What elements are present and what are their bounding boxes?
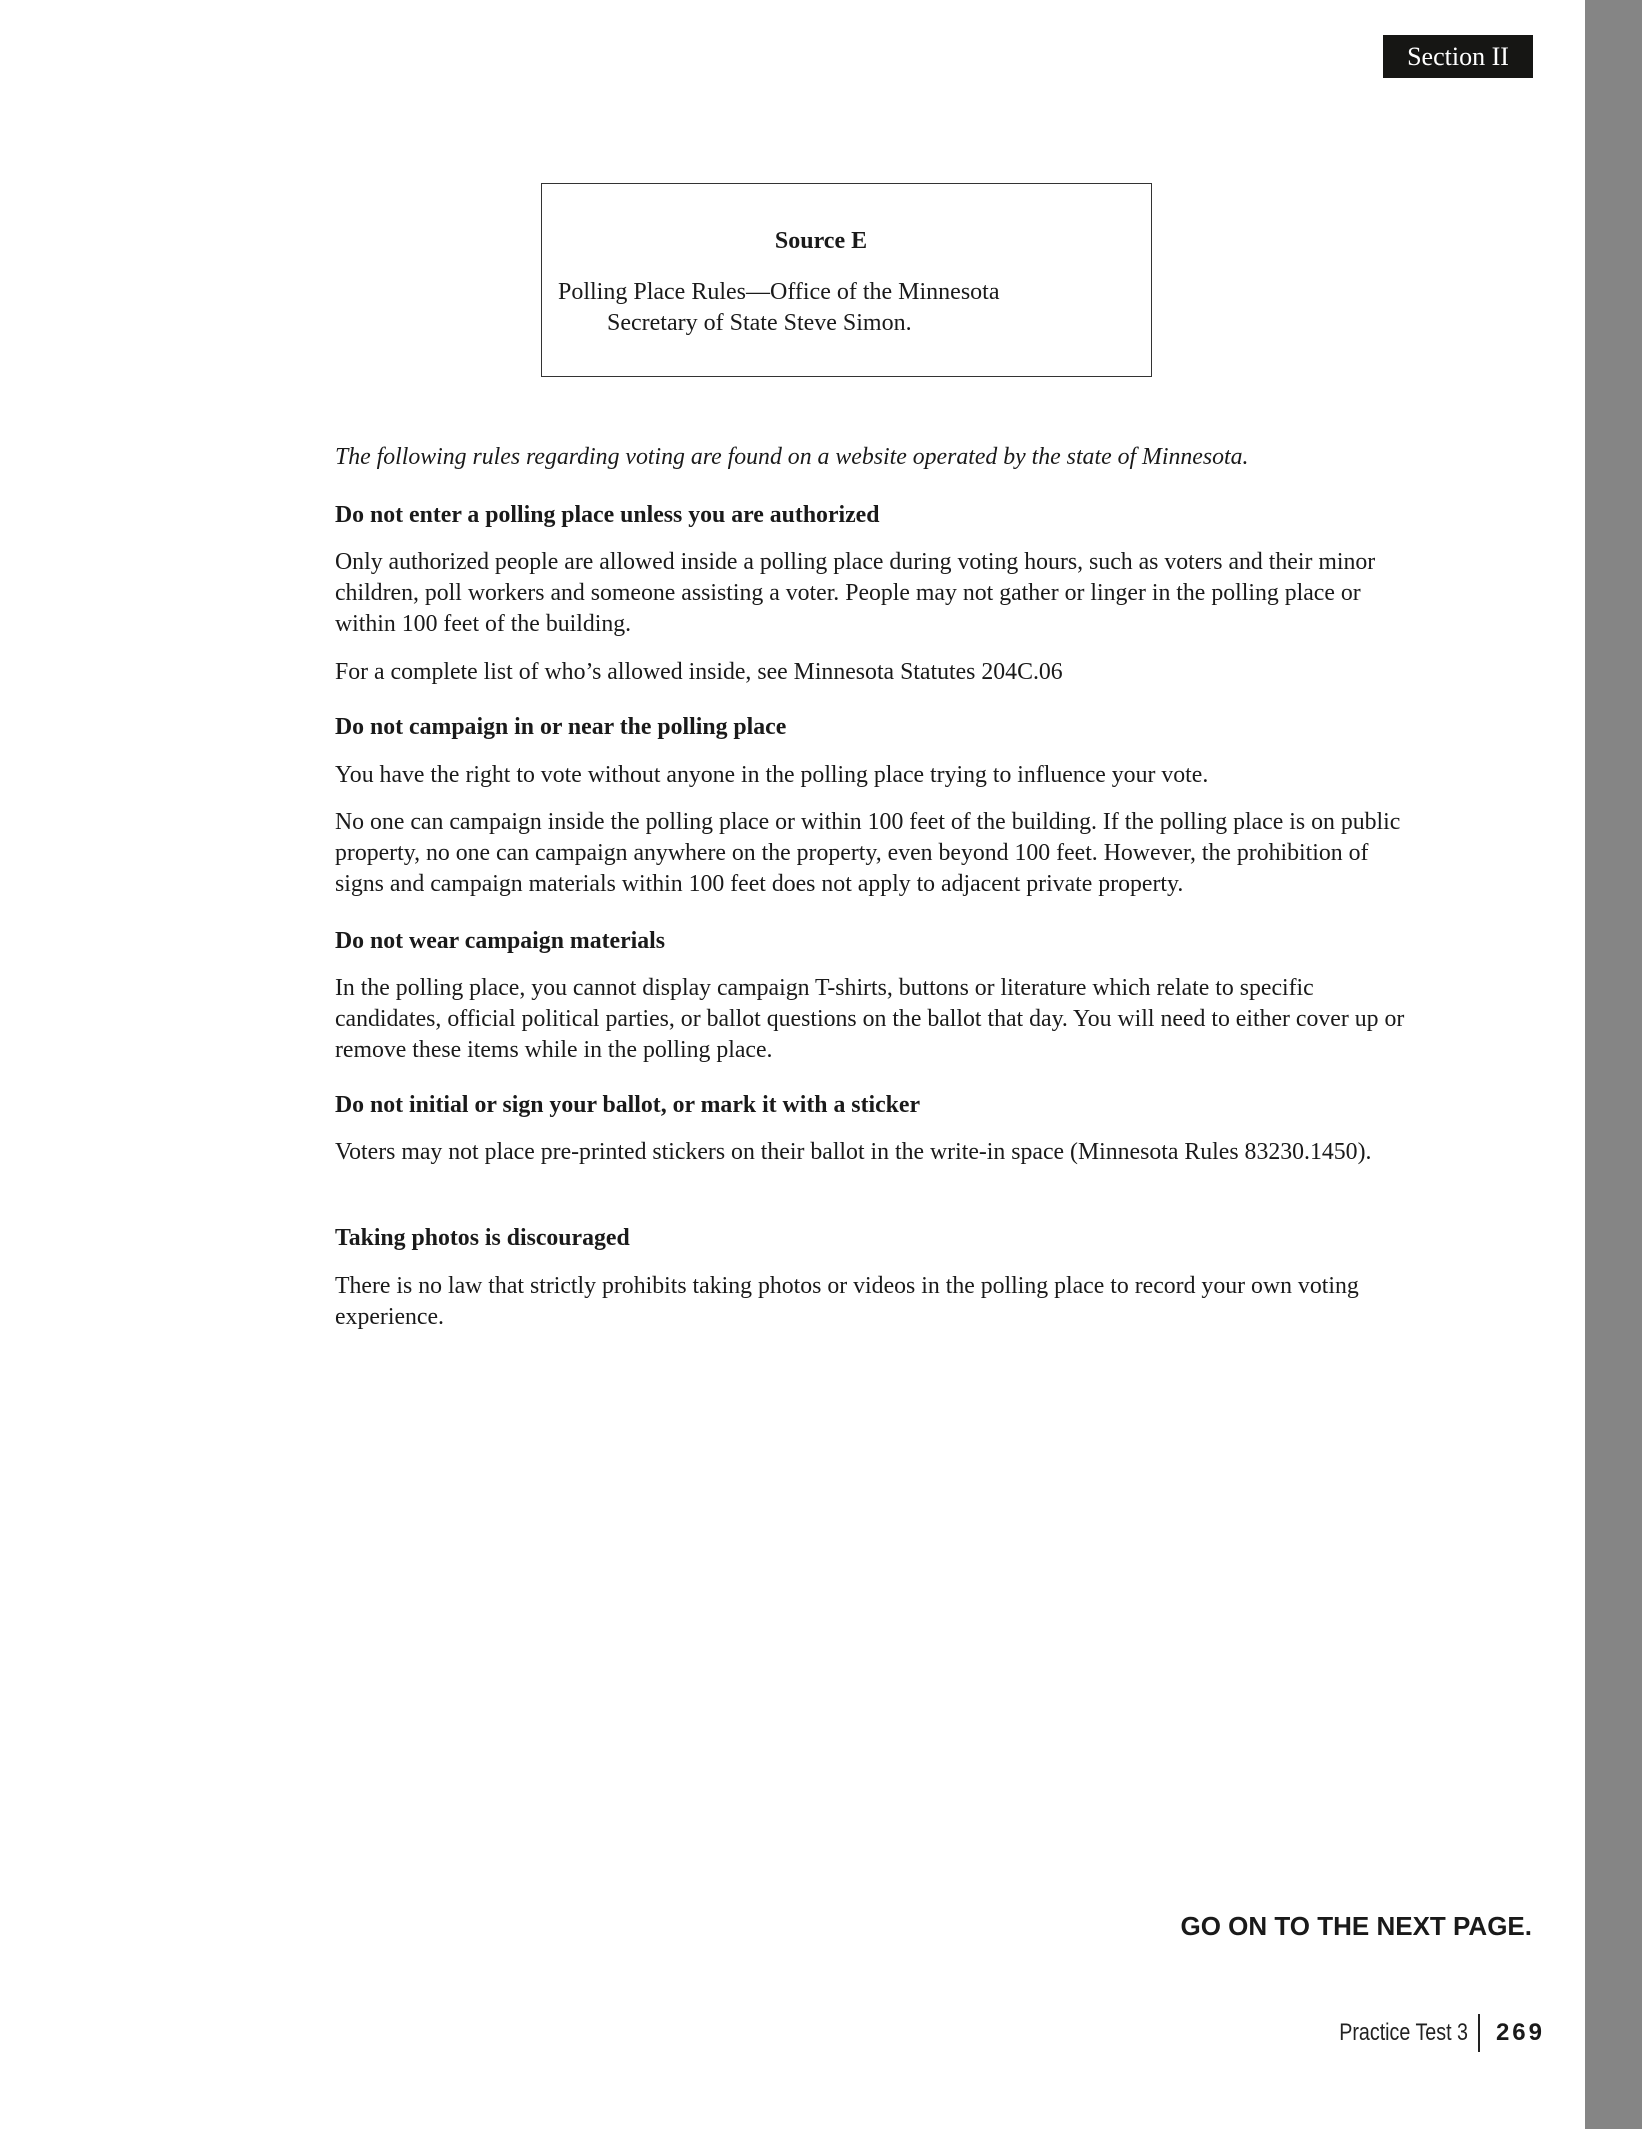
section-heading: Do not enter a polling place unless you are authorized	[335, 502, 880, 528]
page-number: 269	[1495, 2019, 1545, 2046]
footer-divider	[1478, 2014, 1480, 2052]
paragraph: There is no law that strictly prohibits taking photos or videos in the polling place to record your own voting experience.	[335, 1273, 1359, 1331]
section-label: Section II	[1383, 35, 1533, 78]
section-heading: Do not campaign in or near the polling place	[335, 714, 787, 740]
paragraph: You have the right to vote without anyone in the polling place trying to influence your vote.	[335, 762, 1209, 788]
page-footer	[1311, 2014, 1545, 2052]
section-heading: Taking photos is discouraged	[335, 1225, 630, 1251]
source-citation	[558, 277, 1118, 339]
section-heading: Do not initial or sign your ballot, or mark it with a sticker	[335, 1092, 921, 1118]
book-label: Practice Test 3	[1339, 2019, 1468, 2046]
paragraph: Voters may not place pre-printed stickers on their ballot in the write-in space (Minnesota Rules 83230.1450).	[335, 1139, 1372, 1165]
paragraph: In the polling place, you cannot display campaign T-shirts, buttons or literature which relate to specific candidates, official political parties, or ballot questions on the ballot that day. You will need to either cover up or remove these items while in the polling place.	[335, 975, 1405, 1064]
paragraph: For a complete list of who’s allowed inside, see Minnesota Statutes 204C.06	[335, 659, 1063, 685]
source-citation-line2: Secretary of State Steve Simon.	[607, 310, 912, 336]
go-on-notice: GO ON TO THE NEXT PAGE.	[1180, 1911, 1532, 1941]
paragraph: Only authorized people are allowed inside a polling place during voting hours, such as voters and their minor children, poll workers and someone assisting a voter. People may not gather or linger in the polling place or within 100 feet of the building.	[335, 549, 1376, 638]
section-heading: Do not wear campaign materials	[335, 928, 666, 954]
paragraph: No one can campaign inside the polling place or within 100 feet of the building. If the polling place is on public property, no one can campaign anywhere on the property, even beyond 100 feet. However, the prohibition of signs and campaign materials within 100 feet does not apply to adjacent private property.	[335, 809, 1401, 898]
source-citation-line1: Polling Place Rules—Office of the Minnesota	[558, 279, 1000, 305]
intro-text: The following rules regarding voting are found on a website operated by the state of Minnesota.	[335, 444, 1249, 470]
source-title: Source E	[774, 228, 868, 254]
page-edge-tab	[1585, 0, 1642, 2129]
